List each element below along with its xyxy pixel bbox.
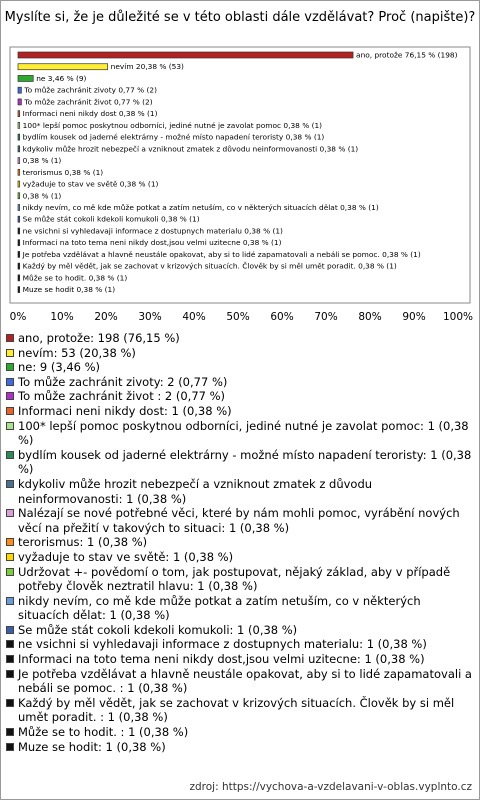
legend-item — [6, 346, 474, 361]
bar-label-11: vyžaduje to stav ve světě 0,38 % (1) — [22, 179, 159, 189]
legend-swatch — [6, 392, 14, 400]
legend-swatch — [6, 568, 14, 576]
bar-label-5: Informaci neni nikdy dost 0,38 % (1) — [22, 109, 158, 119]
legend-label: Je potřeba vzdělávat a hlavně neustále opakovat, aby si to lidé zapamatovali a nebáli se pomoc. : 1 (0,38 %) — [18, 666, 472, 696]
bar-label-16: Informaci na toto tema neni nikdy dost,jsou velmi uzitecne 0,38 % (1) — [22, 238, 282, 248]
bar-7 — [18, 134, 20, 140]
legend-label: To může zachránit zivoty: 2 (0,77 %) — [18, 374, 228, 389]
x-tick-label-1: 10% — [50, 311, 74, 323]
legend-swatch — [6, 509, 14, 517]
legend-item — [6, 667, 474, 696]
bar-11 — [18, 181, 20, 187]
x-tick-label-6: 60% — [270, 311, 294, 323]
bar-20 — [18, 287, 20, 293]
x-tick-label-4: 40% — [182, 311, 206, 323]
legend-swatch — [6, 378, 14, 386]
legend-swatch — [6, 670, 14, 678]
bar-label-15: ne vsichni si vyhledavaji informace z dostupnych materialu 0,38 % (1) — [22, 226, 283, 236]
legend-item — [6, 506, 474, 535]
bar-label-3: To může zachránit zivoty 0,77 % (2) — [24, 85, 157, 95]
bar-13 — [18, 204, 20, 210]
legend-item — [6, 623, 474, 638]
bar-18 — [18, 263, 20, 269]
legend-swatch — [6, 640, 14, 648]
legend-label: Muze se hodit: 1 (0,38 %) — [18, 739, 166, 754]
bar-6 — [18, 122, 20, 128]
legend-swatch — [6, 655, 14, 663]
legend-swatch — [6, 743, 14, 751]
bar-12 — [18, 193, 20, 199]
bar-17 — [18, 251, 20, 257]
legend-label: 100* lepší pomoc poskytnou odborníci, jediné nutné je zavolat pomoc: 1 (0,38 %) — [18, 418, 469, 448]
legend-label: ne vsichni si vyhledavaji informace z dostupnych materialu: 1 (0,38 %) — [18, 637, 427, 652]
bar-19 — [18, 275, 20, 281]
bar-label-18: Každý by měl vědět, jak se zachovat v krizových situacích. Člověk by si měl umět poradit. 0,38 % (1) — [22, 261, 397, 271]
legend-swatch — [6, 407, 14, 415]
bar-5 — [18, 111, 20, 117]
bar-label-17: Je potřeba vzdělávat a hlavně neustále opakovat, aby si to lidé zapamatovali a nebáli se pomoc. 0,38 % (1) — [22, 249, 421, 259]
bar-1 — [18, 64, 108, 70]
x-tick-label-9: 90% — [402, 311, 426, 323]
x-tick-label-3: 30% — [138, 311, 162, 323]
bar-label-8: kdykoliv může hrozit nebezpečí a vzniknout zmatek z důvodu neinformovanosti 0,38 % (1) — [22, 144, 359, 154]
legend-label: Každý by měl vědět, jak se zachovat v krizových situacích. Člověk by si měl umět poradit. : 1 (0,38 %) — [18, 695, 455, 725]
bar-label-4: To může zachránit život 0,77 % (2) — [24, 97, 153, 107]
legend-label: Informaci neni nikdy dost: 1 (0,38 %) — [18, 403, 232, 418]
legend-label: ne: 9 (3,46 %) — [18, 360, 101, 375]
bar-8 — [18, 146, 20, 152]
legend-item — [6, 331, 474, 346]
legend-swatch — [6, 553, 14, 561]
bar-label-12: 0,38 % (1) — [22, 191, 62, 201]
legend-label: vyžaduje to stav ve světě: 1 (0,38 %) — [18, 549, 234, 564]
legend-label: terorismus: 1 (0,38 %) — [18, 535, 148, 550]
legend-swatch — [6, 363, 14, 371]
legend-swatch — [6, 699, 14, 707]
x-tick-label-8: 80% — [358, 311, 382, 323]
bar-10 — [18, 169, 20, 175]
legend-label: Informaci na toto tema neni nikdy dost,jsou velmi uzitecne: 1 (0,38 %) — [18, 652, 425, 667]
legend-item — [6, 740, 474, 755]
bar-label-6: 100* lepší pomoc poskytnou odborníci, jediné nutné je zavolat pomoc 0,38 % (1) — [22, 120, 323, 130]
bar-label-0: ano, protože 76,15 % (198) — [356, 50, 458, 60]
bar-3 — [18, 87, 21, 93]
bar-label-2: ne 3,46 % (9) — [36, 73, 87, 83]
legend-item — [6, 652, 474, 667]
legend-label: Nalézají se nové potřebné věci, které by nám mohli pomoc, vyrábění nových věcí na přežití v takových to situaci: 1 (0,38 %) — [18, 506, 460, 535]
legend-item — [6, 389, 474, 404]
legend-swatch — [6, 349, 14, 357]
bar-chart — [0, 0, 480, 330]
legend-item — [6, 360, 474, 375]
legend-label: nevím: 53 (20,38 %) — [18, 345, 136, 360]
x-tick-label-0: 0% — [9, 311, 27, 323]
legend-item — [6, 448, 474, 477]
legend-item — [6, 375, 474, 390]
legend-label: nikdy nevím, co mě kde může potkat a zatím netuším, co v některých situacích dělat: 1 (0,38 %) — [18, 593, 421, 623]
legend-item — [6, 594, 474, 623]
chart-legend — [6, 331, 474, 754]
legend-label: kdykoliv může hrozit nebezpečí a vzniknout zmatek z důvodu neinformovanosti: 1 (0,38 %) — [18, 476, 373, 506]
legend-item — [6, 725, 474, 740]
bar-label-1: nevím 20,38 % (53) — [110, 62, 184, 72]
legend-swatch — [6, 451, 14, 459]
chart-title: Myslíte si, že je důležité se v této oblasti dále vzdělávat? Proč (napište)? — [4, 10, 476, 25]
bar-9 — [18, 158, 20, 164]
bar-15 — [18, 228, 20, 234]
legend-item — [6, 565, 474, 594]
bar-16 — [18, 240, 20, 246]
bar-label-7: bydlím kousek od jaderné elektrárny - možné místo napadení teroristy 0,38 % (1) — [22, 132, 325, 142]
legend-label: To může zachránit život : 2 (0,77 %) — [18, 389, 226, 404]
legend-item — [6, 696, 474, 725]
bar-label-19: Může se to hodit. 0,38 % (1) — [22, 273, 128, 283]
legend-label: Udržovat +- povědomí o tom, jak postupovat, nějaký základ, aby v případě potřeby člověk neztratil hlavu: 1 (0,38 %) — [18, 564, 451, 594]
legend-item — [6, 477, 474, 506]
legend-label: ano, protože: 198 (76,15 %) — [18, 331, 180, 345]
bar-label-13: nikdy nevím, co mě kde může potkat a zatím netuším, co v některých situacích dělat 0,38 % (1) — [22, 202, 379, 212]
bar-label-9: 0,38 % (1) — [22, 156, 62, 166]
bar-label-20: Muze se hodit 0,38 % (1) — [22, 285, 116, 295]
legend-label: bydlím kousek od jaderné elektrárny - možné místo napadení teroristy: 1 (0,38 %) — [18, 447, 472, 477]
x-tick-label-5: 50% — [226, 311, 250, 323]
bar-0 — [18, 52, 353, 58]
legend-swatch — [6, 597, 14, 605]
legend-swatch — [6, 538, 14, 546]
legend-label: Může se to hodit. : 1 (0,38 %) — [18, 725, 189, 740]
legend-swatch — [6, 728, 14, 736]
x-tick-label-7: 70% — [314, 311, 338, 323]
bar-4 — [18, 99, 21, 105]
x-tick-label-10: 100% — [442, 311, 474, 323]
legend-item — [6, 404, 474, 419]
bar-label-10: terorismus 0,38 % (1) — [22, 167, 104, 177]
legend-label: Se může stát cokoli kdekoli komukoli: 1 (0,38 %) — [18, 622, 298, 637]
source-note: zdroj: https://vychova-a-vzdelavani-v-oblas.vyplnto.cz — [189, 781, 472, 793]
x-tick-label-2: 20% — [94, 311, 118, 323]
bar-label-14: Se může stát cokoli kdekoli komukoli 0,38 % (1) — [22, 214, 200, 224]
legend-swatch — [6, 480, 14, 488]
bar-14 — [18, 216, 20, 222]
bar-2 — [18, 75, 33, 81]
legend-item — [6, 637, 474, 652]
legend-swatch — [6, 334, 14, 342]
legend-swatch — [6, 422, 14, 430]
legend-swatch — [6, 626, 14, 634]
legend-item — [6, 419, 474, 448]
legend-item — [6, 550, 474, 565]
legend-item — [6, 535, 474, 550]
